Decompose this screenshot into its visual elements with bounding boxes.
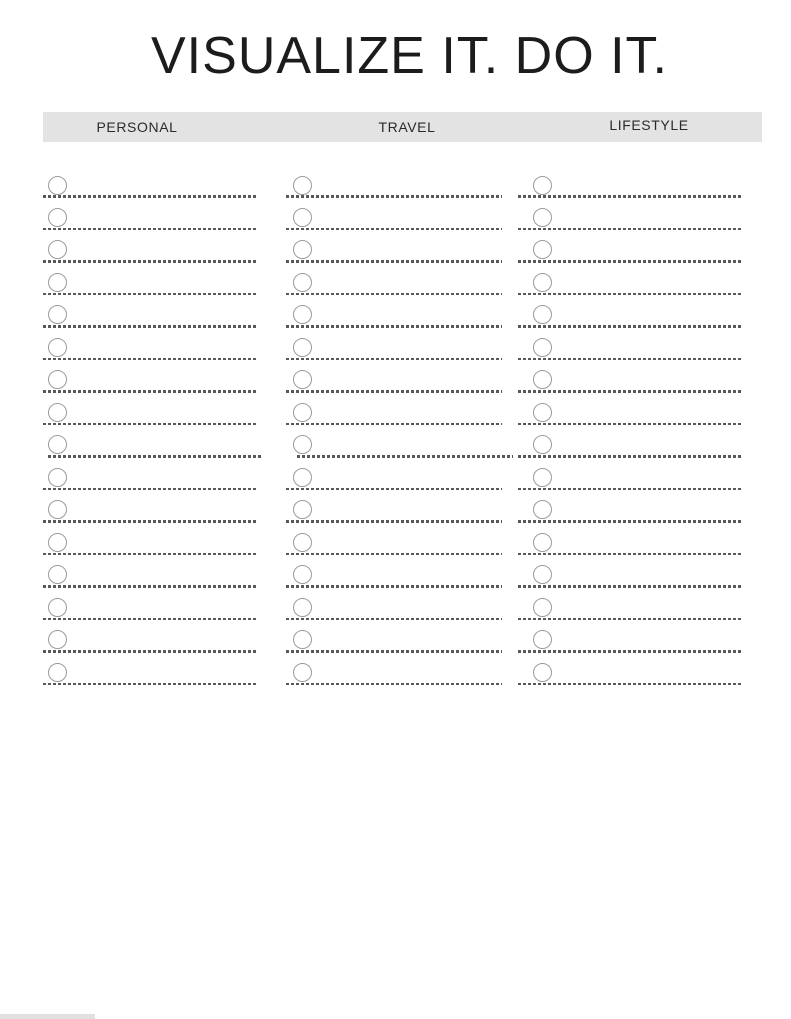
checklist-row	[286, 295, 502, 327]
checklist-row	[286, 263, 502, 295]
checklist-row	[286, 523, 502, 555]
checkbox-circle-icon[interactable]	[48, 370, 67, 389]
checklist-row	[43, 425, 258, 457]
checklist-row	[518, 458, 743, 490]
checklist-row	[43, 230, 258, 262]
checklist-column-lifestyle	[518, 166, 743, 686]
page-title: VISUALIZE IT. DO IT.	[151, 27, 668, 85]
checklist-row	[43, 458, 258, 490]
checklist-row	[286, 588, 502, 620]
checklist-column-travel	[286, 166, 502, 686]
checkbox-circle-icon[interactable]	[533, 468, 552, 487]
dotted-writing-line	[43, 683, 258, 686]
checkbox-circle-icon[interactable]	[533, 598, 552, 617]
checkbox-circle-icon[interactable]	[48, 598, 67, 617]
checkbox-circle-icon[interactable]	[48, 500, 67, 519]
dotted-writing-line	[518, 683, 743, 686]
checklist-row	[43, 653, 258, 685]
checkbox-circle-icon[interactable]	[533, 370, 552, 389]
checkbox-circle-icon[interactable]	[293, 240, 312, 259]
checklist-row	[286, 166, 502, 198]
checklist-row	[43, 263, 258, 295]
column-header-bar	[43, 112, 762, 142]
checklist-row	[286, 393, 502, 425]
checklist-row	[518, 620, 743, 652]
checkbox-circle-icon[interactable]	[533, 533, 552, 552]
checklist-row	[43, 166, 258, 198]
checkbox-circle-icon[interactable]	[293, 598, 312, 617]
checkbox-circle-icon[interactable]	[293, 533, 312, 552]
checkbox-circle-icon[interactable]	[533, 305, 552, 324]
checklist-row	[43, 523, 258, 555]
checkbox-circle-icon[interactable]	[293, 338, 312, 357]
checkbox-circle-icon[interactable]	[533, 338, 552, 357]
checkbox-circle-icon[interactable]	[293, 273, 312, 292]
checklist-row	[286, 620, 502, 652]
checkbox-circle-icon[interactable]	[48, 533, 67, 552]
checkbox-circle-icon[interactable]	[48, 176, 67, 195]
checklist-row	[286, 653, 502, 685]
checklist-row	[286, 328, 502, 360]
checkbox-circle-icon[interactable]	[533, 403, 552, 422]
checklist-row	[518, 490, 743, 522]
header-label-personal: PERSONAL	[96, 119, 178, 135]
checkbox-circle-icon[interactable]	[48, 435, 67, 454]
checklist-row	[518, 555, 743, 587]
checkbox-circle-icon[interactable]	[533, 273, 552, 292]
page-edge-fragment	[0, 1014, 95, 1019]
checklist-row	[43, 555, 258, 587]
checkbox-circle-icon[interactable]	[48, 565, 67, 584]
checkbox-circle-icon[interactable]	[48, 468, 67, 487]
checkbox-circle-icon[interactable]	[48, 403, 67, 422]
checklist-row	[518, 523, 743, 555]
checklist-row	[43, 393, 258, 425]
checkbox-circle-icon[interactable]	[533, 240, 552, 259]
checklist-row	[518, 588, 743, 620]
checkbox-circle-icon[interactable]	[533, 565, 552, 584]
checklist-column-personal	[43, 166, 258, 686]
checkbox-circle-icon[interactable]	[48, 240, 67, 259]
checklist-row	[43, 620, 258, 652]
checklist-row	[43, 328, 258, 360]
checklist-row	[518, 360, 743, 392]
header-label-lifestyle: LIFESTYLE	[609, 117, 689, 133]
checkbox-circle-icon[interactable]	[533, 500, 552, 519]
checklist-row	[518, 230, 743, 262]
checkbox-circle-icon[interactable]	[293, 435, 312, 454]
checkbox-circle-icon[interactable]	[48, 338, 67, 357]
checklist-row	[286, 555, 502, 587]
checklist-row	[286, 425, 502, 457]
checklist-row	[518, 653, 743, 685]
checklist-row	[518, 295, 743, 327]
checkbox-circle-icon[interactable]	[48, 630, 67, 649]
checkbox-circle-icon[interactable]	[48, 663, 67, 682]
checkbox-circle-icon[interactable]	[533, 630, 552, 649]
checkbox-circle-icon[interactable]	[533, 208, 552, 227]
checklist-row	[286, 230, 502, 262]
checkbox-circle-icon[interactable]	[533, 176, 552, 195]
checkbox-circle-icon[interactable]	[293, 176, 312, 195]
checklist-row	[518, 393, 743, 425]
checklist-row	[518, 425, 743, 457]
checklist-row	[43, 490, 258, 522]
checkbox-circle-icon[interactable]	[293, 208, 312, 227]
checklist-row	[286, 198, 502, 230]
checklist-row	[518, 263, 743, 295]
checkbox-circle-icon[interactable]	[293, 663, 312, 682]
checkbox-circle-icon[interactable]	[293, 305, 312, 324]
dotted-writing-line	[286, 683, 502, 686]
checkbox-circle-icon[interactable]	[293, 500, 312, 519]
checkbox-circle-icon[interactable]	[48, 273, 67, 292]
checkbox-circle-icon[interactable]	[48, 305, 67, 324]
header-label-travel: TRAVEL	[378, 119, 436, 135]
checkbox-circle-icon[interactable]	[293, 468, 312, 487]
checklist-row	[518, 198, 743, 230]
checklist-row	[43, 588, 258, 620]
checkbox-circle-icon[interactable]	[48, 208, 67, 227]
checkbox-circle-icon[interactable]	[293, 403, 312, 422]
checklist-row	[43, 198, 258, 230]
checklist-row	[43, 295, 258, 327]
checklist-row	[518, 166, 743, 198]
checklist-row	[518, 328, 743, 360]
checklist-row	[286, 490, 502, 522]
checkbox-circle-icon[interactable]	[533, 663, 552, 682]
checklist-row	[286, 458, 502, 490]
checklist-row	[43, 360, 258, 392]
checkbox-circle-icon[interactable]	[293, 370, 312, 389]
checkbox-circle-icon[interactable]	[533, 435, 552, 454]
checklist-row	[286, 360, 502, 392]
checkbox-circle-icon[interactable]	[293, 565, 312, 584]
checkbox-circle-icon[interactable]	[293, 630, 312, 649]
